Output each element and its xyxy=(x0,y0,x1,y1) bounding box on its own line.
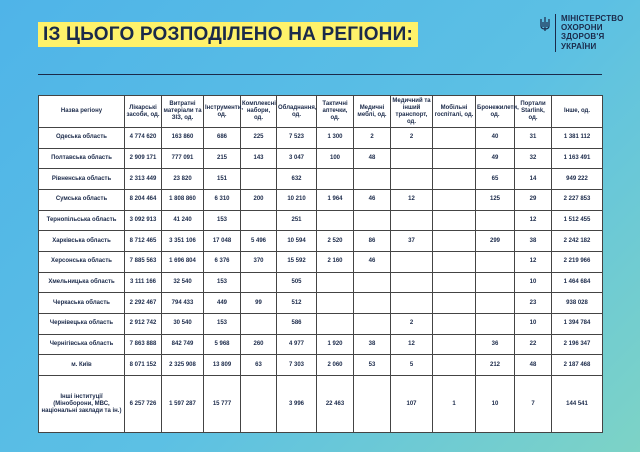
value-cell: 8 071 152 xyxy=(125,355,162,376)
table-row xyxy=(39,334,603,355)
region-name-cell: Тернопільська область xyxy=(39,210,125,231)
table-row xyxy=(39,128,603,149)
value-cell: 153 xyxy=(204,314,241,335)
value-cell: 10 594 xyxy=(277,231,317,252)
region-name-cell: Сумська область xyxy=(39,190,125,211)
value-cell: 1 163 491 xyxy=(552,148,603,169)
logo-text xyxy=(561,14,624,51)
value-cell: 505 xyxy=(277,272,317,293)
value-cell xyxy=(433,334,476,355)
value-cell: 260 xyxy=(241,334,277,355)
trident-emblem-icon xyxy=(540,16,550,32)
value-cell xyxy=(433,148,476,169)
value-cell: 7 863 888 xyxy=(125,334,162,355)
region-name-cell: Чернігівська область xyxy=(39,334,125,355)
value-cell: 225 xyxy=(241,128,277,149)
value-cell: 17 048 xyxy=(204,231,241,252)
value-cell xyxy=(354,293,391,314)
value-cell: 31 xyxy=(515,128,552,149)
value-cell: 7 885 563 xyxy=(125,252,162,273)
value-cell: 2 196 347 xyxy=(552,334,603,355)
value-cell xyxy=(241,376,277,433)
value-cell: 1 964 xyxy=(317,190,354,211)
value-cell: 38 xyxy=(354,334,391,355)
region-name-cell: Херсонська область xyxy=(39,252,125,273)
value-cell: 86 xyxy=(354,231,391,252)
value-cell: 7 523 xyxy=(277,128,317,149)
value-cell xyxy=(433,293,476,314)
value-cell: 686 xyxy=(204,128,241,149)
value-cell: 1 464 684 xyxy=(552,272,603,293)
value-cell: 842 749 xyxy=(162,334,204,355)
value-cell: 49 xyxy=(476,148,515,169)
value-cell: 449 xyxy=(204,293,241,314)
header-rule xyxy=(38,74,602,75)
logo-divider xyxy=(555,14,556,52)
value-cell: 212 xyxy=(476,355,515,376)
value-cell: 2 909 171 xyxy=(125,148,162,169)
value-cell xyxy=(354,376,391,433)
region-name-cell: Чернівецька область xyxy=(39,314,125,335)
value-cell: 200 xyxy=(241,190,277,211)
value-cell: 12 xyxy=(391,334,433,355)
table-row xyxy=(39,231,603,252)
table-row xyxy=(39,148,603,169)
value-cell: 3 047 xyxy=(277,148,317,169)
value-cell: 1 512 455 xyxy=(552,210,603,231)
value-cell: 5 496 xyxy=(241,231,277,252)
title-block xyxy=(38,22,418,47)
table-row xyxy=(39,355,603,376)
value-cell xyxy=(317,210,354,231)
value-cell: 5 xyxy=(391,355,433,376)
value-cell: 215 xyxy=(204,148,241,169)
value-cell: 7 303 xyxy=(277,355,317,376)
value-cell xyxy=(476,252,515,273)
column-header: Обладнання, од. xyxy=(277,96,317,128)
value-cell xyxy=(354,314,391,335)
table-row xyxy=(39,169,603,190)
value-cell: 151 xyxy=(204,169,241,190)
table-row xyxy=(39,293,603,314)
value-cell: 29 xyxy=(515,190,552,211)
value-cell: 6 310 xyxy=(204,190,241,211)
value-cell: 2 313 449 xyxy=(125,169,162,190)
region-name-cell: Полтавська область xyxy=(39,148,125,169)
value-cell: 107 xyxy=(391,376,433,433)
value-cell: 2 325 908 xyxy=(162,355,204,376)
value-cell: 949 222 xyxy=(552,169,603,190)
value-cell: 8 204 464 xyxy=(125,190,162,211)
value-cell: 299 xyxy=(476,231,515,252)
distribution-table xyxy=(38,95,603,433)
value-cell xyxy=(476,272,515,293)
value-cell xyxy=(391,272,433,293)
value-cell: 2 242 182 xyxy=(552,231,603,252)
table-header-row xyxy=(39,96,603,128)
value-cell: 144 541 xyxy=(552,376,603,433)
value-cell: 15 777 xyxy=(204,376,241,433)
value-cell: 1 920 xyxy=(317,334,354,355)
value-cell xyxy=(241,272,277,293)
table-row xyxy=(39,314,603,335)
value-cell: 23 820 xyxy=(162,169,204,190)
value-cell xyxy=(354,169,391,190)
value-cell: 41 240 xyxy=(162,210,204,231)
value-cell xyxy=(317,272,354,293)
table-row xyxy=(39,272,603,293)
value-cell: 2 219 966 xyxy=(552,252,603,273)
value-cell xyxy=(476,314,515,335)
value-cell: 100 xyxy=(317,148,354,169)
value-cell: 1 597 287 xyxy=(162,376,204,433)
table-row xyxy=(39,190,603,211)
value-cell: 251 xyxy=(277,210,317,231)
page-title: ІЗ ЦЬОГО РОЗПОДІЛЕНО НА РЕГІОНИ: xyxy=(38,22,418,47)
value-cell xyxy=(317,169,354,190)
value-cell xyxy=(354,272,391,293)
value-cell: 5 968 xyxy=(204,334,241,355)
value-cell: 32 xyxy=(515,148,552,169)
value-cell: 37 xyxy=(391,231,433,252)
value-cell xyxy=(391,210,433,231)
column-header: Лікарські засоби, од. xyxy=(125,96,162,128)
value-cell: 1 808 860 xyxy=(162,190,204,211)
value-cell: 48 xyxy=(354,148,391,169)
value-cell xyxy=(241,314,277,335)
table-row xyxy=(39,376,603,433)
value-cell: 10 xyxy=(476,376,515,433)
value-cell: 2 187 468 xyxy=(552,355,603,376)
value-cell: 8 712 465 xyxy=(125,231,162,252)
value-cell: 22 xyxy=(515,334,552,355)
logo-line: ОХОРОНИ xyxy=(561,23,603,33)
value-cell: 38 xyxy=(515,231,552,252)
value-cell: 586 xyxy=(277,314,317,335)
column-header: Назва регіону xyxy=(39,96,125,128)
value-cell: 2 xyxy=(391,314,433,335)
value-cell: 2 xyxy=(391,128,433,149)
value-cell xyxy=(391,169,433,190)
value-cell xyxy=(241,169,277,190)
value-cell: 2 292 467 xyxy=(125,293,162,314)
column-header: Комплексні набори, од. xyxy=(241,96,277,128)
value-cell xyxy=(433,128,476,149)
value-cell: 65 xyxy=(476,169,515,190)
value-cell xyxy=(433,210,476,231)
value-cell: 63 xyxy=(241,355,277,376)
value-cell: 4 774 620 xyxy=(125,128,162,149)
value-cell xyxy=(476,210,515,231)
value-cell xyxy=(391,252,433,273)
value-cell: 36 xyxy=(476,334,515,355)
value-cell: 3 996 xyxy=(277,376,317,433)
value-cell: 3 092 913 xyxy=(125,210,162,231)
value-cell: 7 xyxy=(515,376,552,433)
value-cell: 22 463 xyxy=(317,376,354,433)
column-header: Тактичні аптечки, од. xyxy=(317,96,354,128)
value-cell: 370 xyxy=(241,252,277,273)
column-header: Мобільні госпіталі, од. xyxy=(433,96,476,128)
region-name-cell: Інші інституції (Міноборони, МВС, національні заклади та ін.) xyxy=(39,376,125,433)
value-cell: 794 433 xyxy=(162,293,204,314)
value-cell xyxy=(317,293,354,314)
value-cell: 143 xyxy=(241,148,277,169)
region-name-cell: Хмельницька область xyxy=(39,272,125,293)
column-header: Бронежилети, од. xyxy=(476,96,515,128)
value-cell: 3 111 166 xyxy=(125,272,162,293)
value-cell: 32 540 xyxy=(162,272,204,293)
column-header: Інструменти, од. xyxy=(204,96,241,128)
region-name-cell: Черкаська область xyxy=(39,293,125,314)
value-cell xyxy=(433,272,476,293)
value-cell: 1 394 784 xyxy=(552,314,603,335)
value-cell: 163 860 xyxy=(162,128,204,149)
region-name-cell: Одеська область xyxy=(39,128,125,149)
column-header: Медичний та інший транспорт, од. xyxy=(391,96,433,128)
value-cell: 1 xyxy=(433,376,476,433)
logo-line: ЗДОРОВ'Я xyxy=(561,32,605,42)
value-cell: 12 xyxy=(515,210,552,231)
value-cell xyxy=(433,190,476,211)
value-cell xyxy=(433,231,476,252)
table-row xyxy=(39,210,603,231)
value-cell: 48 xyxy=(515,355,552,376)
value-cell: 632 xyxy=(277,169,317,190)
column-header: Інше, од. xyxy=(552,96,603,128)
value-cell: 2 060 xyxy=(317,355,354,376)
table-body xyxy=(39,128,603,433)
region-name-cell: м. Київ xyxy=(39,355,125,376)
value-cell: 12 xyxy=(391,190,433,211)
value-cell: 15 592 xyxy=(277,252,317,273)
value-cell: 10 xyxy=(515,272,552,293)
value-cell: 14 xyxy=(515,169,552,190)
value-cell: 2 912 742 xyxy=(125,314,162,335)
value-cell: 40 xyxy=(476,128,515,149)
column-header: Медичні меблі, од. xyxy=(354,96,391,128)
region-name-cell: Харківська область xyxy=(39,231,125,252)
value-cell: 1 381 112 xyxy=(552,128,603,149)
value-cell xyxy=(317,314,354,335)
value-cell xyxy=(354,210,391,231)
value-cell: 6 257 726 xyxy=(125,376,162,433)
value-cell xyxy=(433,169,476,190)
value-cell: 2 160 xyxy=(317,252,354,273)
value-cell: 23 xyxy=(515,293,552,314)
value-cell: 30 540 xyxy=(162,314,204,335)
value-cell: 53 xyxy=(354,355,391,376)
value-cell xyxy=(241,210,277,231)
value-cell: 2 xyxy=(354,128,391,149)
value-cell: 6 376 xyxy=(204,252,241,273)
value-cell xyxy=(391,293,433,314)
value-cell xyxy=(391,148,433,169)
column-header: Витратні матеріали та ЗІЗ, од. xyxy=(162,96,204,128)
value-cell: 46 xyxy=(354,190,391,211)
value-cell: 777 091 xyxy=(162,148,204,169)
ministry-logo xyxy=(540,14,624,52)
value-cell: 99 xyxy=(241,293,277,314)
value-cell: 938 028 xyxy=(552,293,603,314)
column-header: Портали Starlink, од. xyxy=(515,96,552,128)
value-cell: 1 300 xyxy=(317,128,354,149)
value-cell: 10 xyxy=(515,314,552,335)
table-row xyxy=(39,252,603,273)
value-cell: 2 227 853 xyxy=(552,190,603,211)
region-name-cell: Рівненська область xyxy=(39,169,125,190)
value-cell: 12 xyxy=(515,252,552,273)
value-cell xyxy=(433,252,476,273)
value-cell xyxy=(476,293,515,314)
value-cell: 512 xyxy=(277,293,317,314)
value-cell: 13 809 xyxy=(204,355,241,376)
value-cell: 2 520 xyxy=(317,231,354,252)
distribution-table-sheet xyxy=(38,95,602,433)
value-cell xyxy=(433,314,476,335)
logo-line: МІНІСТЕРСТВО xyxy=(561,14,624,23)
value-cell xyxy=(433,355,476,376)
value-cell: 10 210 xyxy=(277,190,317,211)
value-cell: 4 977 xyxy=(277,334,317,355)
logo-line: УКРАЇНИ xyxy=(561,41,597,51)
value-cell: 153 xyxy=(204,272,241,293)
value-cell: 46 xyxy=(354,252,391,273)
value-cell: 1 696 804 xyxy=(162,252,204,273)
value-cell: 3 351 106 xyxy=(162,231,204,252)
value-cell: 153 xyxy=(204,210,241,231)
value-cell: 125 xyxy=(476,190,515,211)
